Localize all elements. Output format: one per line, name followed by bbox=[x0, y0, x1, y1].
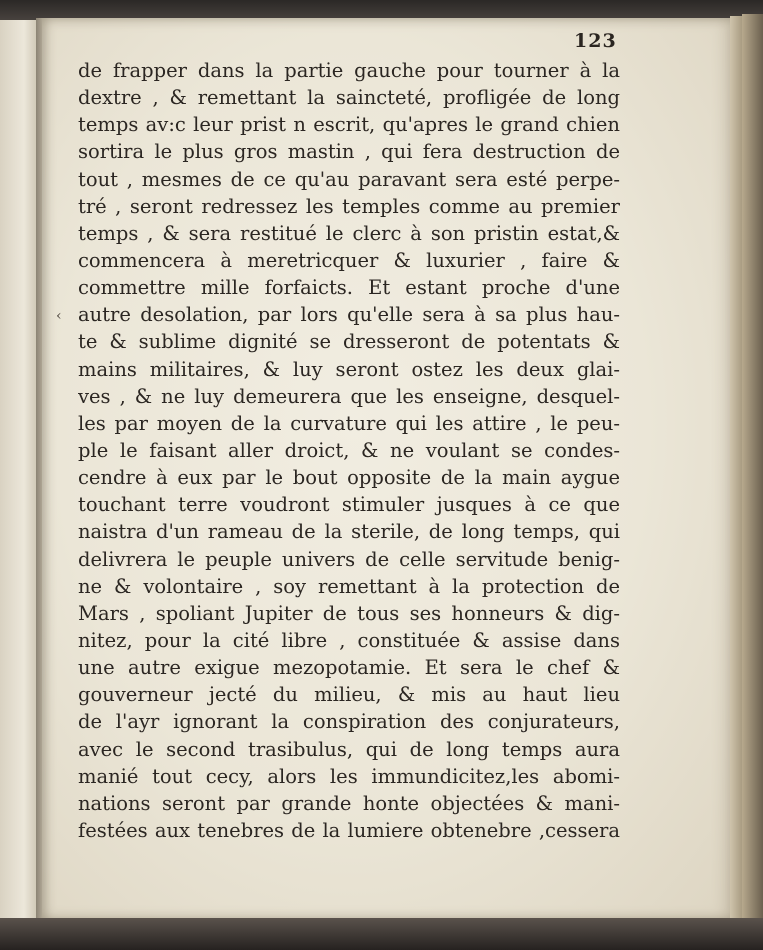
text-line: commettre mille forfaicts. Et estant proche d'une bbox=[78, 276, 620, 300]
text-line: avec le second trasibulus, qui de long temps aura bbox=[78, 737, 620, 761]
text-line: temps av:c leur prist n escrit, qu'apres le grand chien bbox=[78, 113, 620, 137]
page-number: 123 bbox=[574, 30, 617, 52]
text-line: Mars , spoliant Jupiter de tous ses honneurs & dig- bbox=[78, 601, 620, 625]
left-page-sliver bbox=[0, 20, 40, 920]
text-line: une autre exigue mezopotamie. Et sera le chef & bbox=[78, 656, 620, 680]
text-line: nitez, pour la cité libre , constituée & assise dans bbox=[78, 628, 620, 652]
text-line: nations seront par grande honte objectées & mani- bbox=[78, 791, 620, 815]
text-line: cendre à eux par le bout opposite de la main aygue bbox=[78, 466, 620, 490]
text-line: ne & volontaire , soy remettant à la protection de bbox=[78, 574, 620, 598]
text-line: delivrera le peuple univers de celle servitude benig- bbox=[78, 547, 620, 571]
text-line: tré , seront redressez les temples comme au premier bbox=[78, 194, 620, 218]
text-line: les par moyen de la curvature qui les attire , le peu- bbox=[78, 411, 620, 435]
text-line: temps , & sera restitué le clerc à son pristin estat,& bbox=[78, 221, 620, 245]
book-cover-edge bbox=[742, 14, 763, 922]
text-line: manié tout cecy, alors les immundicitez,les abomi- bbox=[78, 764, 620, 788]
text-line: ple le faisant aller droict, & ne voulant se condes- bbox=[78, 438, 620, 462]
text-line: de frapper dans la partie gauche pour tourner à la bbox=[78, 59, 620, 82]
text-line: te & sublime dignité se dresseront de potentats & bbox=[78, 330, 620, 354]
text-line: touchant terre voudront stimuler jusques à ce que bbox=[78, 493, 620, 517]
bottom-shadow-edge bbox=[0, 918, 763, 950]
text-line: sortira le plus gros mastin , qui fera destruction de bbox=[78, 140, 620, 164]
text-line: dextre , & remettant la saincteté, profligée de long bbox=[78, 86, 620, 110]
page-text-body bbox=[78, 57, 620, 844]
text-line: commencera à meretricquer & luxurier , faire & bbox=[78, 248, 620, 272]
margin-mark: ‹ bbox=[56, 308, 62, 324]
text-line: tout , mesmes de ce qu'au paravant sera esté perpe- bbox=[78, 167, 620, 191]
text-line: mains militaires, & luy seront ostez les deux glai- bbox=[78, 357, 620, 381]
page-stack-edge bbox=[730, 16, 742, 922]
text-line: naistra d'un rameau de la sterile, de long temps, qui bbox=[78, 520, 620, 544]
text-line: gouverneur jecté du milieu, & mis au haut lieu bbox=[78, 683, 620, 707]
text-line: autre desolation, par lors qu'elle sera à sa plus hau- bbox=[78, 303, 620, 327]
text-line: de l'ayr ignorant la conspiration des conjurateurs, bbox=[78, 710, 620, 734]
text-line: ves , & ne luy demeurera que les enseigne, desquel- bbox=[78, 384, 620, 408]
text-line: festées aux tenebres de la lumiere obtenebre ,cessera bbox=[78, 818, 620, 842]
